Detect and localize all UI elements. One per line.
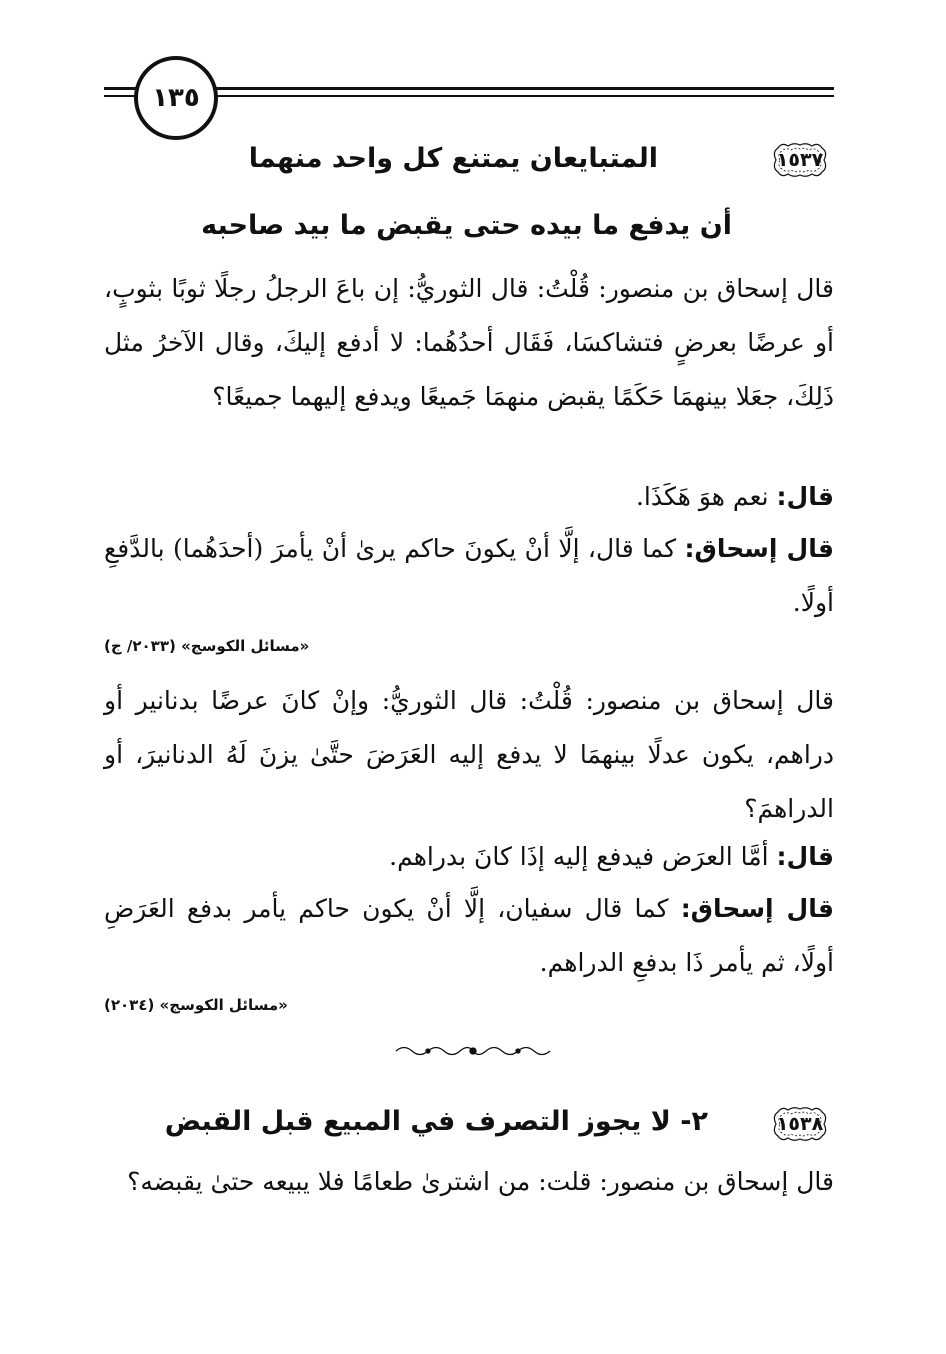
paragraph bbox=[104, 522, 834, 630]
paragraph bbox=[104, 830, 834, 884]
paragraph-text: أمَّا العرَض فيدفع إليه إذَا كانَ بدراهم. bbox=[389, 842, 777, 871]
paragraph bbox=[104, 1155, 834, 1209]
paragraph bbox=[104, 470, 834, 524]
section-number: ١٥٣٨ bbox=[776, 1113, 824, 1135]
paragraph-text: قال إسحاق بن منصور: قُلْتُ: قال الثوريُّ: إن باعَ الرجلُ رجلًا ثوبًا بثوبٍ، أو عرضًا بعرضٍ فتشاكسَا، فَقَال أحدُهُما: لا أدفع إليكَ، وقال الآخرُ مثل ذَلِكَ، جعَلا بينهمَا حَكَمًا يقبض منهمَا جَميعًا ويدفع إليهما جميعًا؟ bbox=[104, 274, 834, 411]
paragraph-text: قال إسحاق بن منصور: قلت: من اشترىٰ طعامًا فلا يبيعه حتىٰ يقبضه؟ bbox=[127, 1167, 834, 1196]
source-citation: «مسائل الكوسج» (٢٠٣٣/ ج) bbox=[104, 637, 310, 655]
ornamental-divider-icon bbox=[392, 1042, 554, 1060]
section-number-badge bbox=[768, 140, 832, 180]
section-number: ١٥٣٧ bbox=[776, 149, 824, 171]
section-title-line2: أن يدفع ما بيده حتى يقبض ما بيد صاحبه bbox=[201, 210, 732, 241]
section-title-line1: ٢- لا يجوز التصرف في المبيع قبل القبض bbox=[164, 1106, 708, 1137]
speaker-label: قال إسحاق: bbox=[680, 894, 834, 923]
paragraph-text: كما قال، إلَّا أنْ يكونَ حاكم يرىٰ أنْ يأمرَ (أحدَهُما) بالدَّفعِ أولًا. bbox=[104, 534, 834, 617]
paragraph-text: نعم هوَ هَكَذَا. bbox=[635, 482, 777, 511]
paragraph bbox=[104, 882, 834, 990]
speaker-label: قال: bbox=[776, 842, 834, 871]
speaker-label: قال: bbox=[776, 482, 834, 511]
page-number: ١٣٥ bbox=[134, 56, 218, 140]
source-citation: «مسائل الكوسج» (٢٠٣٤) bbox=[104, 996, 288, 1014]
paragraph-text: قال إسحاق بن منصور: قُلْتُ: قال الثوريُّ: وإنْ كانَ عرضًا بدنانير أو دراهم، يكون عدلًا بينهمَا لا يدفع إليه العَرَضَ حتَّىٰ يزنَ لَهُ الدنانيرَ، أو الدراهمَ؟ bbox=[104, 686, 834, 823]
paragraph bbox=[104, 262, 834, 424]
speaker-label: قال إسحاق: bbox=[684, 534, 834, 563]
section-title-line1: المتبايعان يمتنع كل واحد منهما bbox=[248, 143, 658, 174]
section-number-badge bbox=[768, 1104, 832, 1144]
paragraph bbox=[104, 674, 834, 836]
paragraph-text: كما قال سفيان، إلَّا أنْ يكون حاكم يأمر بدفع العَرَضِ أولًا، ثم يأمر ذَا بدفعِ الدراهم. bbox=[104, 894, 834, 977]
